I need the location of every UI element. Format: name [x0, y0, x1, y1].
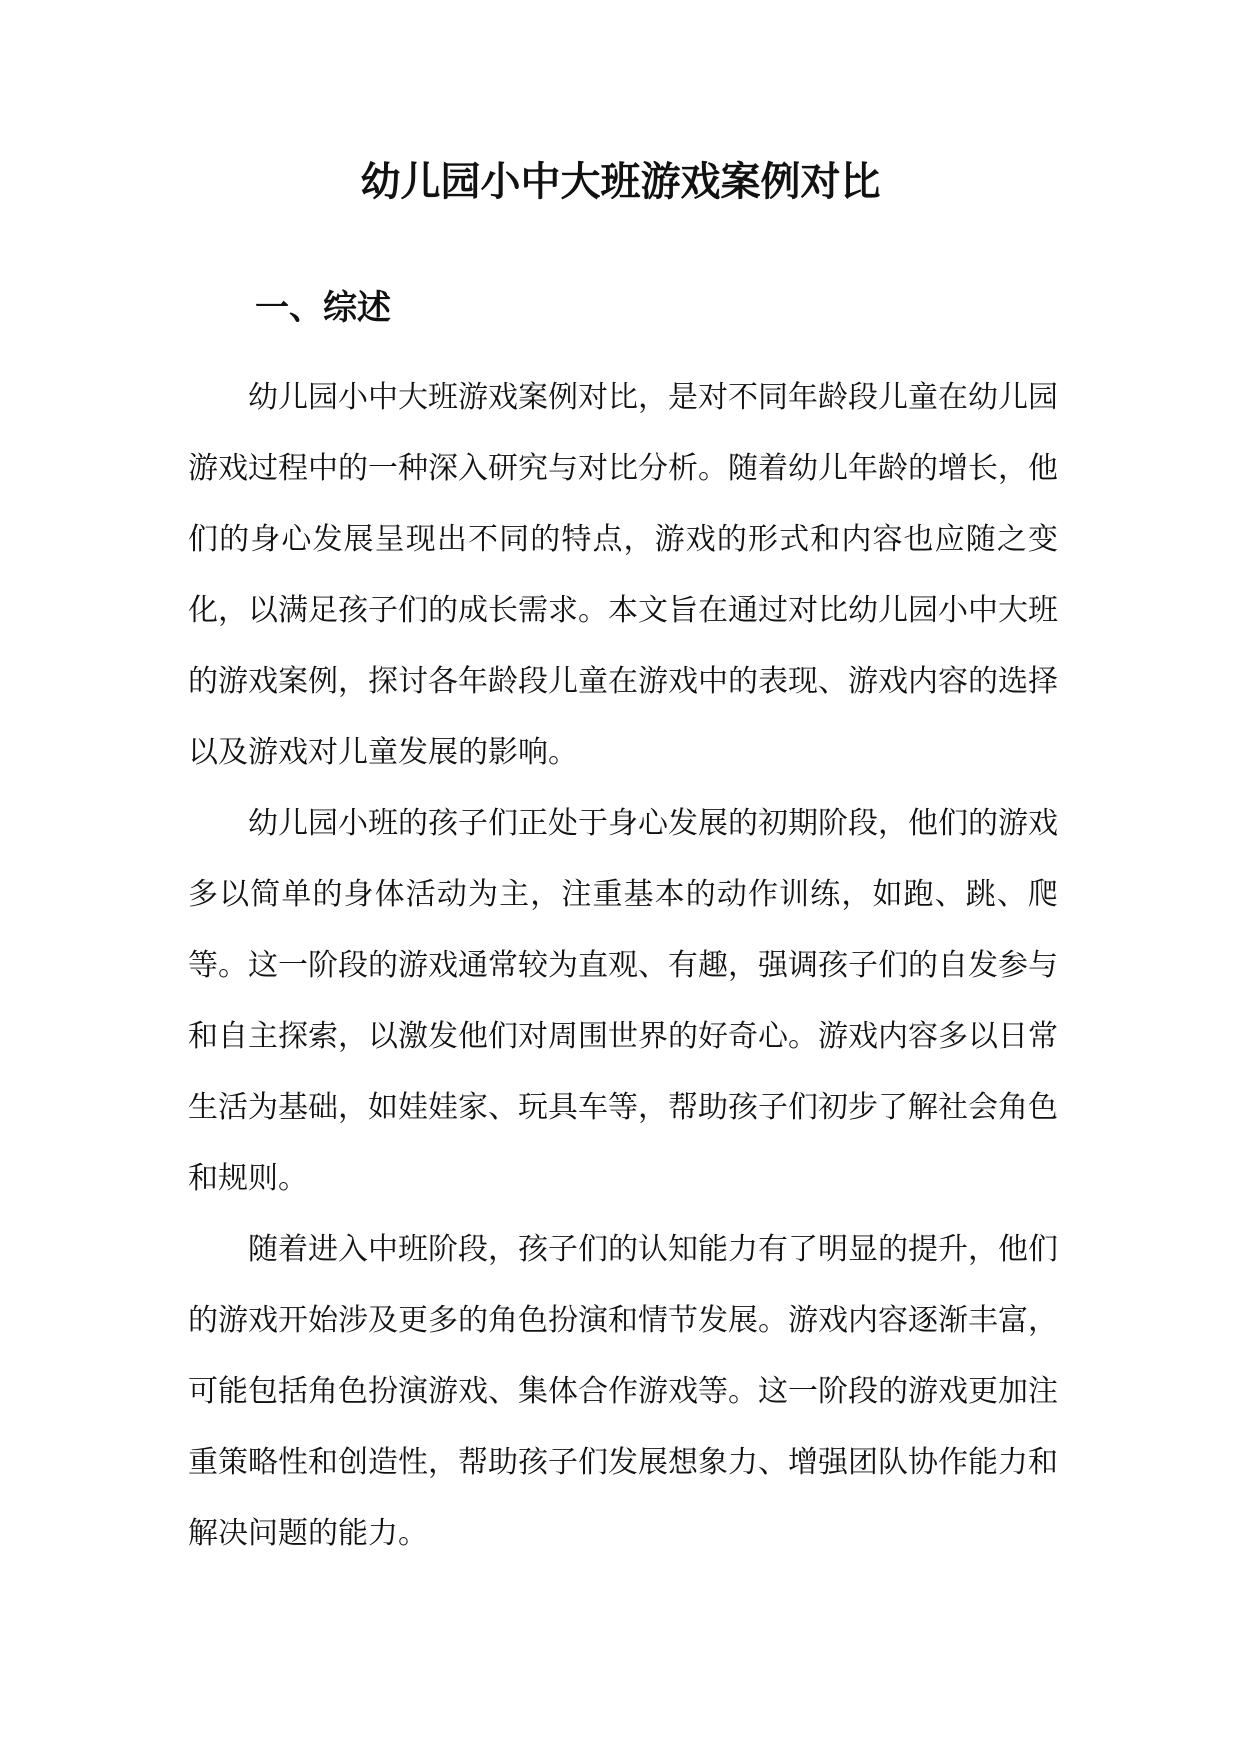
- paragraph-middle-class: 随着进入中班阶段，孩子们的认知能力有了明显的提升，他们的游戏开始涉及更多的角色扮演和情节发展。游戏内容逐渐丰富，可能包括角色扮演游戏、集体合作游戏等。这一阶段的游戏更加注重策略性和创造性，帮助孩子们发展想象力、增强团队协作能力和解决问题的能力。: [188, 1232, 1058, 1551]
- paragraph-small-class: 幼儿园小班的孩子们正处于身心发展的初期阶段，他们的游戏多以简单的身体活动为主，注重基本的动作训练，如跑、跳、爬等。这一阶段的游戏通常较为直观、有趣，强调孩子们的自发参与和自主探索，以激发他们对周围世界的好奇心。游戏内容多以日常生活为基础，如娃娃家、玩具车等，帮助孩子们初步了解社会角色和规则。: [188, 806, 1058, 1196]
- document-body: [188, 362, 1058, 1569]
- paragraph-intro: 幼儿园小中大班游戏案例对比，是对不同年龄段儿童在幼儿园游戏过程中的一种深入研究与对比分析。随着幼儿年龄的增长，他们的身心发展呈现出不同的特点，游戏的形式和内容也应随之变化，以满足孩子们的成长需求。本文旨在通过对比幼儿园小中大班的游戏案例，探讨各年龄段儿童在游戏中的表现、游戏内容的选择以及游戏对儿童发展的影响。: [188, 380, 1058, 770]
- section-heading-overview: 一、综述: [255, 288, 391, 328]
- document-title: 幼儿园小中大班游戏案例对比: [360, 158, 881, 205]
